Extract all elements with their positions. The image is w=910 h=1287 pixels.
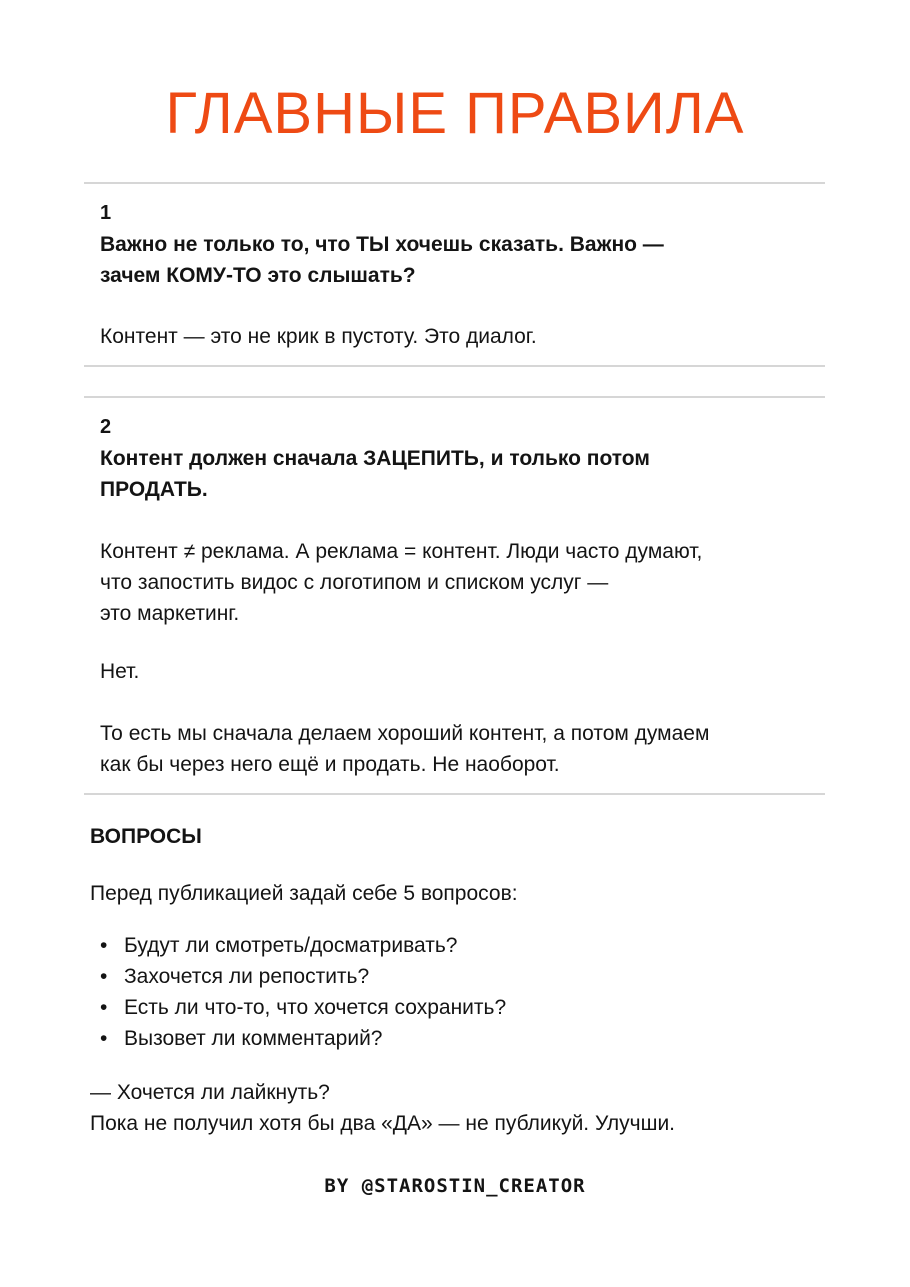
divider bbox=[84, 396, 825, 398]
rule-2-body-line: То есть мы сначала делаем хороший контент, а потом думаем bbox=[100, 722, 710, 745]
list-item bbox=[90, 1023, 506, 1054]
outro-line: Пока не получил хотя бы два «ДА» — не публикуй. Улучши. bbox=[90, 1112, 676, 1135]
page-title: ГЛАВНЫЕ ПРАВИЛА bbox=[165, 81, 745, 146]
rule-2-heading bbox=[100, 443, 800, 505]
questions-intro: Перед публикацией задай себе 5 вопросов: bbox=[90, 882, 518, 905]
question-text: Будут ли смотреть/досматривать? bbox=[124, 934, 458, 957]
rule-1-heading-line: зачем КОМУ-ТО это слышать? bbox=[100, 264, 416, 287]
list-item bbox=[90, 961, 506, 992]
divider bbox=[84, 365, 825, 367]
question-text: Есть ли что-то, что хочется сохранить? bbox=[124, 996, 507, 1019]
divider bbox=[84, 793, 825, 795]
rule-1-number: 1 bbox=[100, 202, 112, 224]
rule-2-body-line: что запостить видос с логотипом и списком услуг — bbox=[100, 571, 609, 594]
question-text: Захочется ли репостить? bbox=[124, 965, 370, 988]
bullet-icon: • bbox=[100, 934, 108, 957]
question-text: Вызовет ли комментарий? bbox=[124, 1027, 383, 1050]
bullet-icon: • bbox=[100, 996, 108, 1019]
rule-1-body: Контент — это не крик в пустоту. Это диалог. bbox=[100, 325, 537, 348]
rule-1-heading bbox=[100, 229, 800, 291]
bullet-icon: • bbox=[100, 965, 108, 988]
list-item bbox=[90, 992, 506, 1023]
rule-2-body-line: Контент ≠ реклама. А реклама = контент. Люди часто думают, bbox=[100, 540, 703, 563]
rule-1-heading-line: Важно не только то, что ТЫ хочешь сказать. Важно — bbox=[100, 233, 664, 256]
rule-2-number: 2 bbox=[100, 416, 112, 438]
bullet-icon: • bbox=[100, 1027, 108, 1050]
rule-2-heading-line: Контент должен сначала ЗАЦЕПИТЬ, и только потом bbox=[100, 447, 650, 470]
rule-2-body-no: Нет. bbox=[100, 660, 140, 683]
rule-2-heading-line: ПРОДАТЬ. bbox=[100, 478, 208, 501]
list-item bbox=[90, 930, 506, 961]
rule-2-body-paragraph bbox=[100, 718, 820, 780]
author-signature: BY @STAROSTIN_CREATOR bbox=[324, 1175, 586, 1197]
outro-line: — Хочется ли лайкнуть? bbox=[90, 1081, 330, 1104]
divider bbox=[84, 182, 825, 184]
questions-list bbox=[90, 930, 506, 1054]
questions-outro bbox=[90, 1077, 675, 1139]
rule-2-body-paragraph bbox=[100, 536, 820, 629]
rule-2-body-line: как бы через него ещё и продать. Не наоборот. bbox=[100, 753, 560, 776]
questions-title: ВОПРОСЫ bbox=[90, 825, 202, 848]
rule-2-body-line: это маркетинг. bbox=[100, 602, 240, 625]
